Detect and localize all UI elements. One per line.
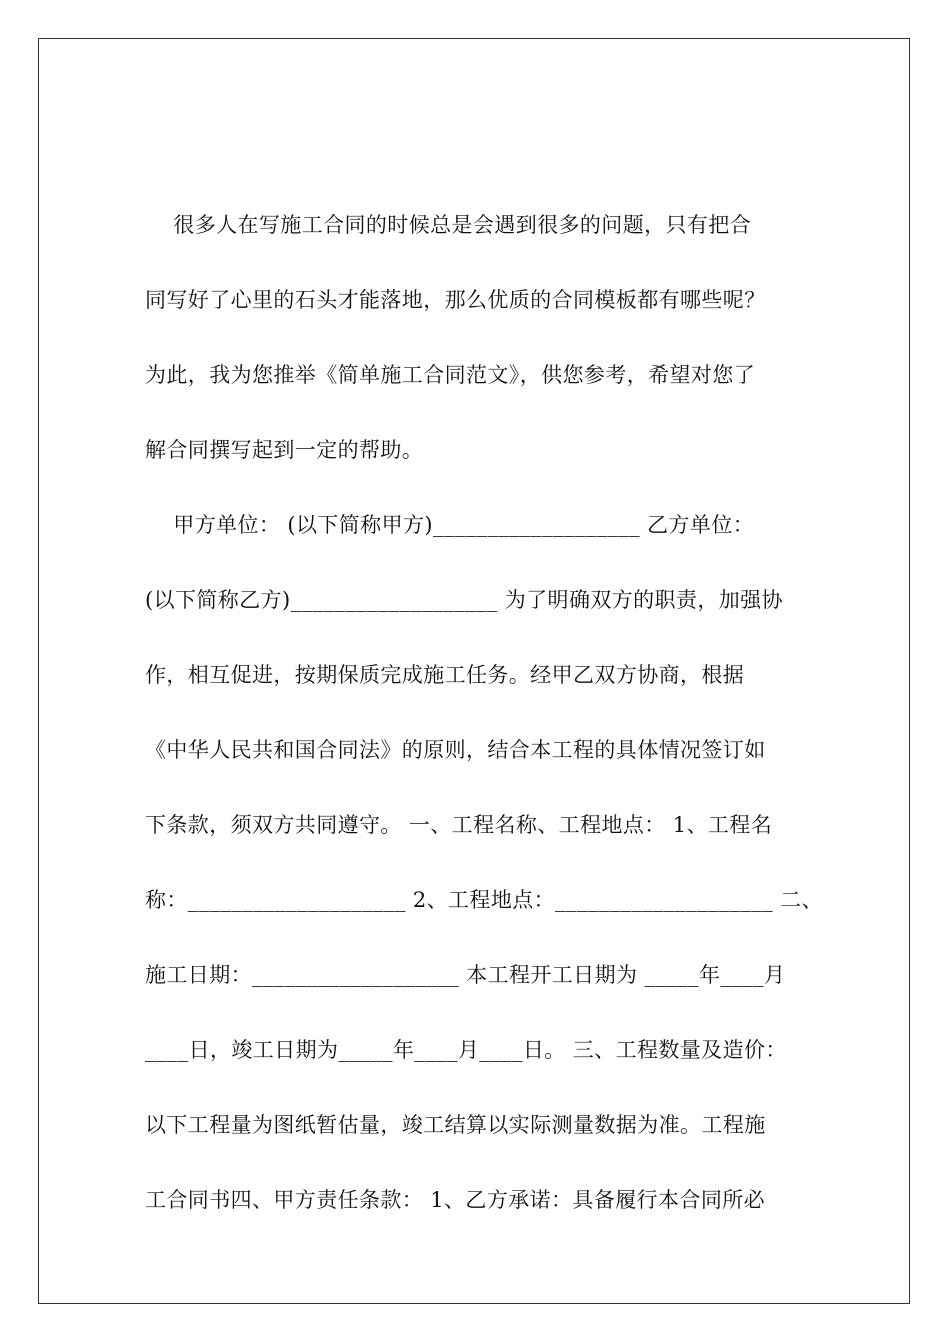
paragraph-line: 甲方单位： (以下简称甲方)___________________ 乙方单位： [145,513,755,537]
paragraph-line: 解合同撰写起到一定的帮助。 [145,438,424,462]
paragraph-line: 工合同书四、甲方责任条款： 1、乙方承诺：具备履行本合同所必 [145,1188,766,1212]
paragraph-line: 下条款，须双方共同遵守。 一、工程名称、工程地点： 1、工程名 [145,813,773,837]
paragraph-line: (以下简称乙方)___________________ 为了明确双方的职责，加强协 [145,588,783,612]
paragraph-line: 很多人在写施工合同的时候总是会遇到很多的问题，只有把合 [145,213,752,237]
paragraph-line: 《中华人民共和国合同法》的原则，结合本工程的具体情况签订如 [145,738,766,762]
paragraph-line: 以下工程量为图纸暂估量，竣工结算以实际测量数据为准。工程施 [145,1113,766,1137]
paragraph-line: ____日，竣工日期为_____年____月____日。 三、工程数量及造价： [145,1038,787,1062]
paragraph-line: 作，相互促进，按期保质完成施工任务。经甲乙双方协商，根据 [145,663,745,687]
paragraph-line: 为此，我为您推举《简单施工合同范文》，供您参考，希望对您了 [145,363,756,387]
paragraph-line: 称：____________________ 2、工程地点：____________________ 二、 [145,888,823,912]
paragraph-line: 施工日期：___________________ 本工程开工日期为 _____年____月 [145,963,786,987]
paragraph-line: 同写好了心里的石头才能落地，那么优质的合同模板都有哪些呢？ [145,288,766,312]
